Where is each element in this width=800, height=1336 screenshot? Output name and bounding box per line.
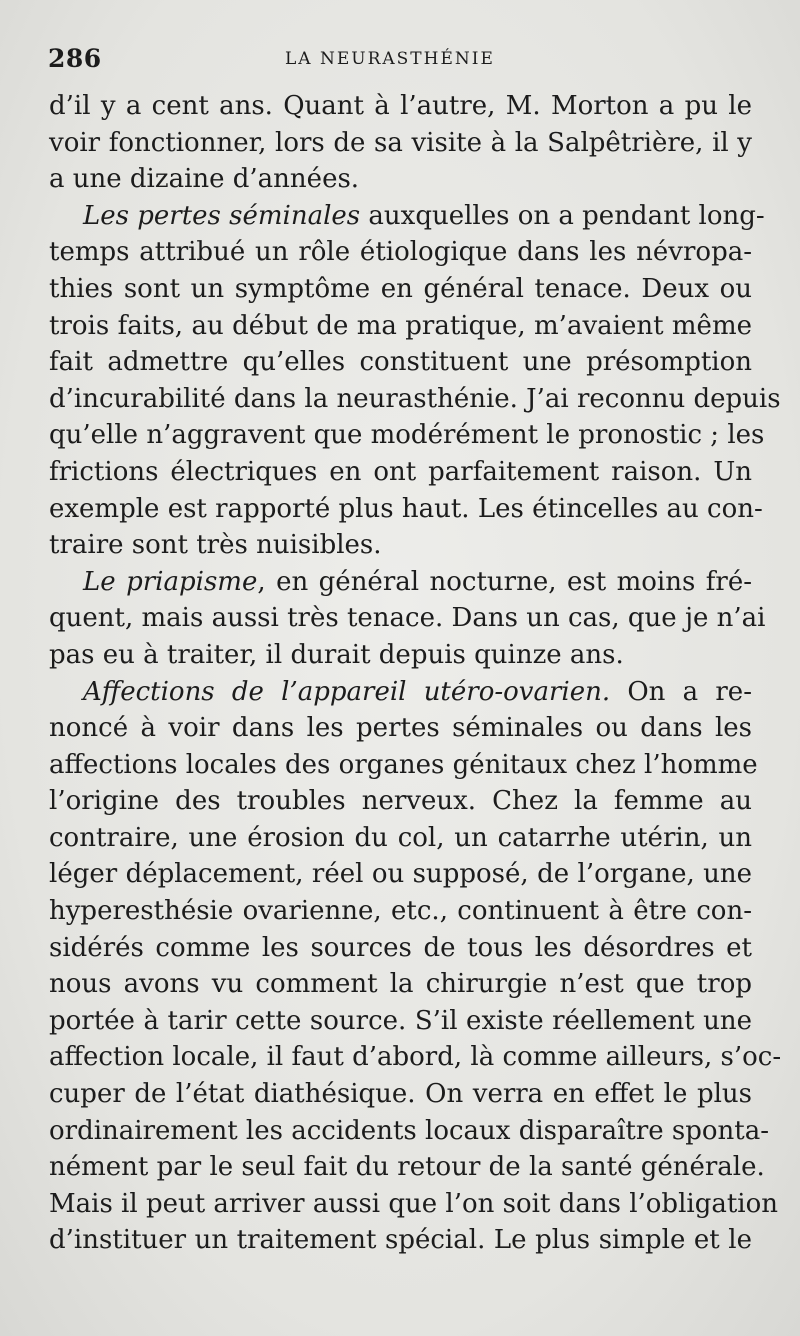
text-line: exemple est rapporté plus haut. Les étincelles au con- — [49, 493, 763, 524]
text-line: contraire, une érosion du col, un catarrhe utérin, un — [49, 822, 752, 853]
text-line: cuper de l’état diathésique. On verra en effet le plus — [49, 1079, 752, 1110]
text-line: léger déplacement, réel ou supposé, de l’organe, une — [49, 859, 752, 890]
text-line: affections locales des organes génitaux chez l’homme — [49, 749, 758, 780]
page-number: 286 — [48, 44, 102, 73]
text-line: Affections de l’appareil utéro-ovarien. On a re- — [83, 676, 752, 707]
text-line: Les pertes séminales auxquelles on a pendant long- — [83, 200, 765, 231]
text-line: Mais il peut arriver aussi que l’on soit dans l’obligation — [49, 1188, 779, 1219]
text-line: Le priapisme, en général nocturne, est moins fré- — [83, 566, 752, 597]
text-line: nous avons vu comment la chirurgie n’est que trop — [49, 969, 752, 1000]
text-line: qu’elle n’aggravent que modérément le pronostic ; les — [49, 420, 765, 451]
text-line: d’incurabilité dans la neurasthénie. J’ai reconnu depuis — [49, 383, 781, 414]
text-line: hyperesthésie ovarienne, etc., continuent à être con- — [49, 896, 752, 927]
text-line: portée à tarir cette source. S’il existe réellement une — [49, 1005, 752, 1036]
running-title: LA NEURASTHÉNIE — [285, 49, 495, 69]
text-line: d’instituer un traitement spécial. Le plus simple et le — [49, 1225, 752, 1256]
italic-term: Les pertes séminales — [83, 200, 361, 231]
italic-term: Le priapisme — [83, 566, 258, 597]
text-line: frictions électriques en ont parfaitement raison. Un — [49, 456, 752, 487]
text-line: a une dizaine d’années. — [49, 164, 360, 195]
text-line: l’origine des troubles nerveux. Chez la femme au — [49, 786, 752, 817]
text-line: affection locale, il faut d’abord, là comme ailleurs, s’oc- — [49, 1042, 782, 1073]
text-line: thies sont un symptôme en général tenace. Deux ou — [49, 273, 752, 304]
text-line: trois faits, au début de ma pratique, m’avaient même — [49, 310, 752, 341]
text-line: noncé à voir dans les pertes séminales ou dans les — [49, 713, 752, 744]
text-line: d’il y a cent ans. Quant à l’autre, M. Morton a pu le — [49, 91, 752, 121]
italic-term: Affections de l’appareil utéro-ovarien. — [83, 676, 611, 707]
text-line: sidérés comme les sources de tous les désordres et — [49, 932, 752, 963]
running-head — [48, 42, 748, 76]
text-line: fait admettre qu’elles constituent une présomption — [49, 347, 752, 378]
text-line: ordinairement les accidents locaux disparaître sponta- — [49, 1115, 770, 1146]
text-line: voir fonctionner, lors de sa visite à la Salpêtrière, il y — [49, 127, 752, 158]
text-line: nément par le seul fait du retour de la santé générale. — [49, 1152, 765, 1183]
text-line: temps attribué un rôle étiologique dans les névropa- — [49, 237, 752, 268]
text-line: traire sont très nuisibles. — [49, 530, 382, 561]
text-line: pas eu à traiter, il durait depuis quinze ans. — [49, 639, 624, 670]
body-text — [49, 88, 782, 1259]
text-line: quent, mais aussi très tenace. Dans un cas, que je n’ai — [49, 603, 766, 634]
